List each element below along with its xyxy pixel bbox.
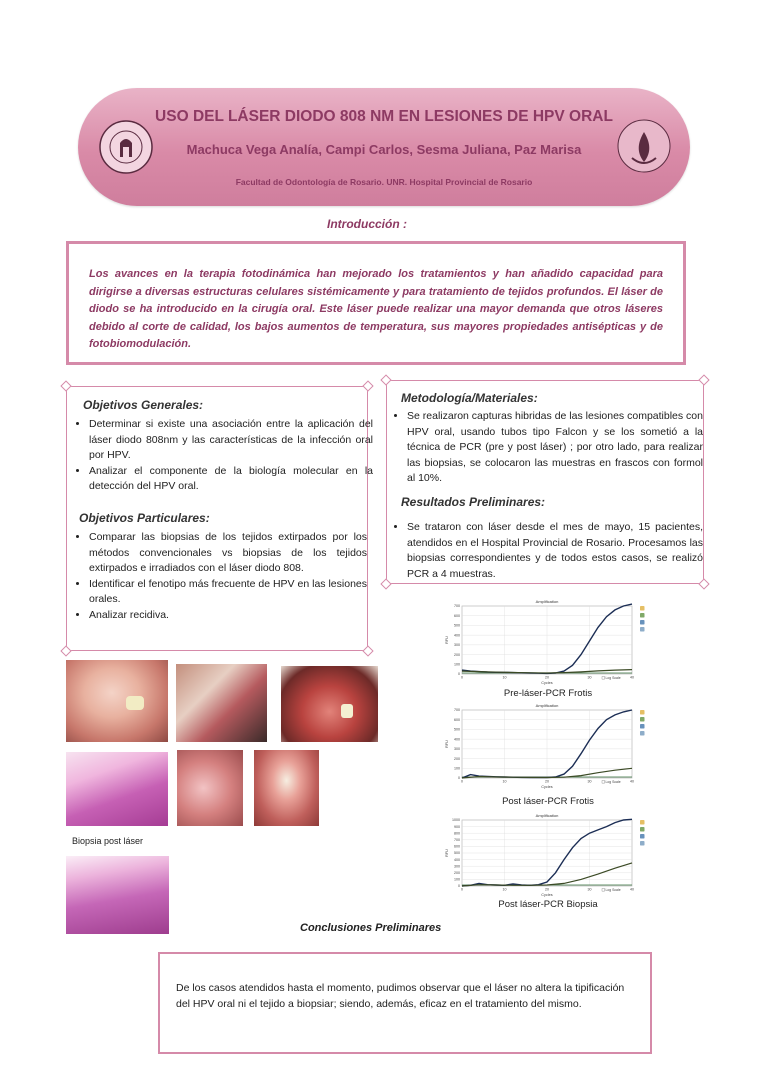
list-item: • Se trataron con láser desde el mes de mayo, 15 pacientes, atendidos en el Hospital Provincial de Rosario. Procesamos las biopsias correspondientes y de todos estos casos, se realizó PCR a 4 muestras.	[407, 520, 703, 582]
list-item: • Se realizaron capturas hibridas de las lesiones compatibles con HPV oral, usando tubos tipo Falcon y se los sometió a la técnica de PCR (pre y post láser) ; por otro lado, para realizar las biopsias, se colocaron las muestras en frascos con formol al 10%.	[407, 409, 703, 487]
y-tick-label: 400	[454, 633, 460, 638]
y-tick-label: 0	[458, 776, 460, 781]
x-tick-label: 30	[587, 887, 592, 892]
methods-heading: Metodología/Materiales:	[401, 391, 538, 405]
chart-title: Amplification	[535, 813, 559, 818]
conclusion-box	[158, 952, 652, 1054]
methods-list	[393, 409, 703, 487]
pcr-chart-3-caption: Post láser-PCR Biopsia	[498, 899, 598, 910]
list-item: • Comparar las biopsias de los tejidos extirpados por los métodos convencionales vs biopsias de los tejidos extirpados e irradiados con el láser diodo 808.	[89, 530, 367, 577]
y-tick-label: 100	[454, 766, 460, 771]
x-tick-label: 20	[545, 675, 549, 680]
y-tick-label: 300	[454, 643, 460, 648]
authors: Machuca Vega Analía, Campi Carlos, Sesma Juliana, Paz Marisa	[186, 142, 582, 157]
pcr-chart-2	[442, 702, 654, 790]
log-scale-label: Log Scale	[605, 676, 621, 680]
poster-title: USO DEL LÁSER DIODO 808 NM EN LESIONES DE HPV ORAL	[155, 108, 613, 125]
conclusion-heading: Conclusiones Preliminares	[300, 922, 442, 934]
x-tick-label: 0	[461, 887, 463, 892]
conclusion-text: De los casos atendidos hasta el momento, pudimos observar que el láser no altera la tipificación del HPV oral ni el tejido a biopsiar; siendo, además, eficaz en el tratamiento del mismo.	[176, 982, 625, 1010]
chart-title: Amplification	[535, 703, 559, 708]
y-tick-label: 200	[454, 756, 460, 761]
pcr-chart-3	[442, 812, 654, 898]
x-tick-label: 20	[545, 779, 549, 784]
poster-header	[78, 88, 690, 206]
pcr-chart-2-svg	[442, 702, 654, 790]
x-axis-label: Cycles	[541, 893, 553, 897]
log-scale-checkbox	[602, 677, 605, 680]
list-item: • Identificar el fenotipo más frecuente de HPV en las lesiones orales.	[89, 577, 367, 608]
x-tick-label: 10	[502, 887, 507, 892]
faculty-logo-icon	[616, 118, 672, 174]
list-item: • Determinar si existe una asociación entre la aplicación del láser diodo 808nm y las características de la infección oral por HPV.	[89, 417, 373, 464]
x-tick-label: 40	[630, 779, 634, 784]
x-axis-label: Cycles	[541, 785, 553, 789]
y-tick-label: 100	[454, 662, 460, 667]
y-tick-label: 800	[454, 831, 460, 836]
log-scale-checkbox	[602, 781, 605, 784]
y-tick-label: 300	[454, 864, 460, 869]
results-heading: Resultados Preliminares:	[401, 495, 546, 509]
y-axis-label: RFU	[445, 636, 449, 644]
y-tick-label: 900	[454, 824, 460, 829]
clinical-photo-lesion	[66, 660, 168, 742]
toolbar-icon	[640, 834, 645, 839]
clinical-photo-healing	[254, 750, 319, 826]
y-tick-label: 200	[454, 652, 460, 657]
histology-photo-biopsy	[66, 856, 169, 934]
pcr-chart-1	[442, 598, 654, 686]
toolbar-icon	[640, 710, 645, 715]
corner-diamond	[698, 374, 709, 385]
y-tick-label: 0	[458, 672, 460, 677]
y-tick-label: 500	[454, 727, 460, 732]
y-tick-label: 500	[454, 851, 460, 856]
toolbar-icon	[640, 627, 645, 632]
y-axis-label: RFU	[445, 740, 449, 748]
toolbar-icon	[640, 827, 645, 832]
y-tick-label: 600	[454, 717, 460, 722]
y-tick-label: 600	[454, 844, 460, 849]
y-tick-label: 0	[458, 884, 460, 889]
corner-diamond	[60, 380, 71, 391]
x-tick-label: 40	[630, 675, 634, 680]
x-tick-label: 30	[587, 675, 592, 680]
corner-diamond	[362, 380, 373, 391]
biopsy-caption: Biopsia post láser	[72, 836, 144, 846]
x-tick-label: 40	[630, 887, 634, 892]
pcr-chart-3-svg	[442, 812, 654, 898]
objectives-box	[66, 386, 373, 651]
clinical-photo-lip	[177, 750, 243, 826]
y-tick-label: 700	[454, 708, 460, 713]
toolbar-icon	[640, 620, 645, 625]
y-tick-label: 700	[454, 838, 460, 842]
chart-title: Amplification	[535, 599, 559, 604]
x-tick-label: 10	[502, 675, 507, 680]
corner-diamond	[380, 374, 391, 385]
corner-diamond	[362, 645, 373, 656]
list-item: • Analizar recidiva.	[89, 608, 367, 624]
intro-text: Los avances en la terapia fotodinámica han mejorado los tratamientos y han añadido capacidad para dirigirse a diversas estructuras celulares sistémicamente y para tratamiento de tejidos profundos. El láser de diodo se ha introducido en la cirugía oral. Este láser puede realizar una mayor demanda que otros láseres debido al corte de calidad, los bajos aumentos de temperatura, sus mayores propiedades antisépticas y de fotobiomodulación.	[89, 268, 663, 350]
toolbar-icon	[640, 606, 645, 611]
toolbar-icon	[640, 841, 645, 846]
methods-box	[386, 380, 704, 584]
x-tick-label: 0	[461, 779, 463, 784]
toolbar-icon	[640, 717, 645, 722]
y-tick-label: 600	[454, 613, 460, 618]
list-item: • Analizar el componente de la biología molecular en la detección del HPV oral.	[89, 464, 373, 495]
y-tick-label: 700	[454, 604, 460, 609]
toolbar-icon	[640, 724, 645, 729]
pcr-chart-2-caption: Post láser-PCR Frotis	[502, 796, 594, 807]
log-scale-label: Log Scale	[605, 780, 621, 784]
lesion-detail	[126, 696, 144, 710]
y-tick-label: 100	[454, 877, 460, 882]
log-scale-checkbox	[602, 889, 605, 892]
y-tick-label: 1000	[452, 818, 460, 823]
x-tick-label: 0	[461, 675, 463, 680]
toolbar-icon	[640, 731, 645, 736]
toolbar-icon	[640, 820, 645, 825]
log-scale-label: Log Scale	[605, 888, 621, 892]
histology-photo	[66, 752, 168, 826]
x-axis-label: Cycles	[541, 681, 553, 685]
intro-box	[66, 241, 686, 365]
general-objectives-heading: Objetivos Generales:	[83, 398, 204, 412]
general-objectives-list	[75, 417, 373, 495]
results-list	[393, 520, 703, 582]
x-tick-label: 30	[587, 779, 592, 784]
y-tick-label: 300	[454, 747, 460, 752]
y-axis-label: RFU	[445, 849, 449, 857]
clinical-photo-palate	[281, 666, 378, 742]
particular-objectives-heading: Objetivos Particulares:	[79, 511, 210, 525]
toolbar-icon	[640, 613, 645, 618]
corner-diamond	[380, 578, 391, 589]
y-tick-label: 400	[454, 857, 460, 862]
x-tick-label: 10	[502, 779, 507, 784]
lesion-detail	[341, 704, 353, 718]
pcr-chart-1-svg	[442, 598, 654, 686]
corner-diamond	[60, 645, 71, 656]
y-tick-label: 200	[454, 871, 460, 875]
affiliation: Facultad de Odontología de Rosario. UNR. Hospital Provincial de Rosario	[235, 177, 533, 187]
y-tick-label: 400	[454, 737, 460, 742]
particular-objectives-list	[75, 530, 367, 623]
pcr-chart-1-caption: Pre-láser-PCR Frotis	[503, 688, 593, 699]
y-tick-label: 500	[454, 623, 460, 628]
intro-heading: Introducción :	[327, 217, 407, 231]
x-tick-label: 20	[545, 887, 549, 892]
clinical-photo-laser-procedure	[176, 664, 267, 742]
